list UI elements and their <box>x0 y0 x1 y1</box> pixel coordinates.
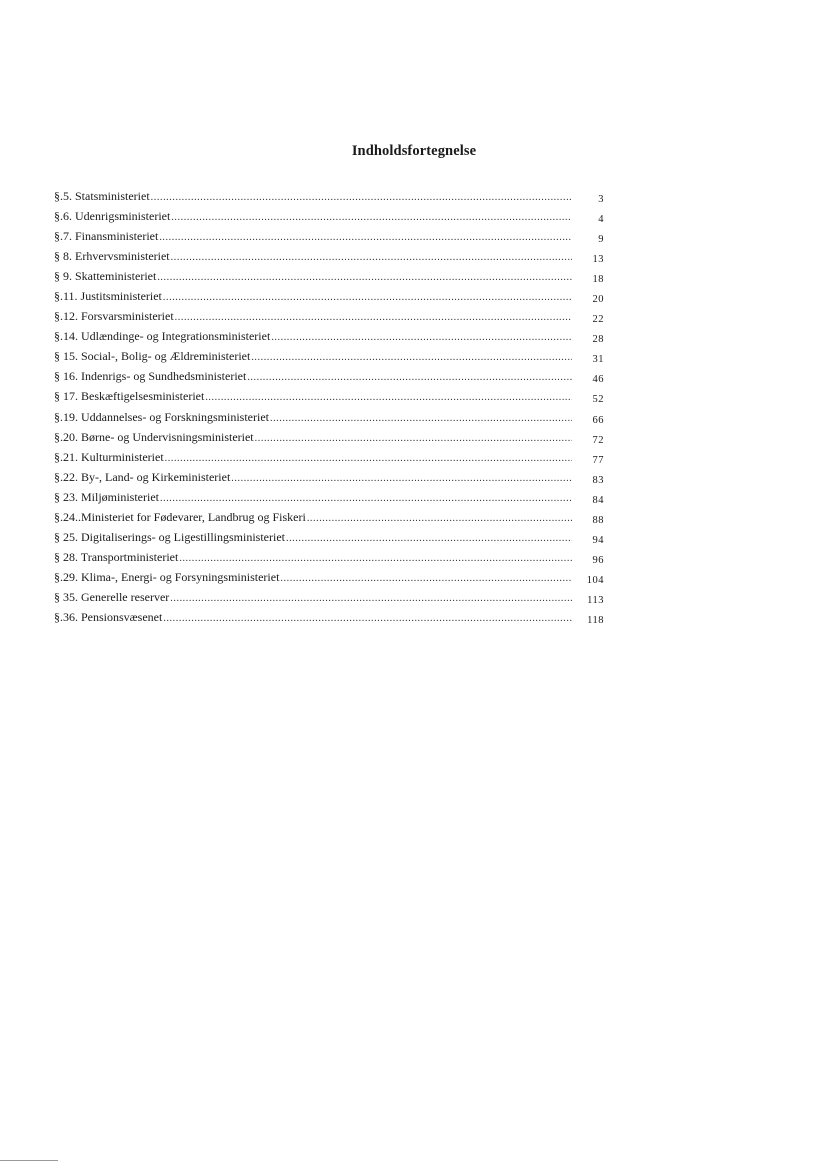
toc-entry-page: 66 <box>592 414 604 426</box>
toc-entry <box>54 346 604 366</box>
dot-leader <box>175 308 572 328</box>
toc-entry-label: § 25. Digitaliserings- og Ligestillingsministeriet <box>54 529 285 544</box>
dot-leader <box>255 429 572 449</box>
toc-entry-page: 94 <box>592 534 604 546</box>
toc-entry <box>54 266 604 286</box>
toc-entry-page: 104 <box>586 574 604 586</box>
toc-entry <box>54 246 604 266</box>
dot-leader <box>247 368 572 388</box>
toc-entry-page: 72 <box>592 434 604 446</box>
toc-entry-page: 118 <box>587 614 604 626</box>
toc-entry-label: §.6. Udenrigsministeriet <box>54 209 171 224</box>
toc-entry <box>54 226 604 246</box>
toc-entry <box>54 487 604 507</box>
toc-entry-page: 77 <box>592 454 604 466</box>
toc-entry-page: 31 <box>592 354 604 366</box>
toc-entry-page: 22 <box>592 314 604 326</box>
dot-leader <box>171 248 572 268</box>
toc-entry <box>54 507 604 527</box>
toc-entry-label: §.22. By-, Land- og Kirkeministeriet <box>54 469 231 484</box>
dot-leader <box>231 469 572 489</box>
dot-leader <box>165 449 572 469</box>
dot-leader <box>205 388 572 408</box>
toc-entry-page: 83 <box>592 474 604 486</box>
toc-entry-label: §.21. Kulturministeriet <box>54 449 164 464</box>
dot-leader <box>307 509 572 529</box>
toc-entry-page: 18 <box>592 274 604 286</box>
dot-leader <box>170 589 572 609</box>
toc-entry <box>54 427 604 447</box>
dot-leader <box>179 549 572 569</box>
toc-entry <box>54 587 604 607</box>
dot-leader <box>160 489 572 509</box>
toc-entry-label: §.24..Ministeriet for Fødevarer, Landbrug og Fiskeri <box>54 509 306 524</box>
dot-leader <box>157 268 572 288</box>
dot-leader <box>251 348 572 368</box>
toc-entry-page: 20 <box>592 294 604 306</box>
toc-entry <box>54 607 604 627</box>
toc-entry-label: § 28. Transportministeriet <box>54 549 179 564</box>
toc-entry-page: 46 <box>592 374 604 386</box>
toc-entry-page: 88 <box>592 514 604 526</box>
toc-entry-label: §.29. Klima-, Energi- og Forsyningsministeriet <box>54 569 280 584</box>
toc-entry-page: 52 <box>592 394 604 406</box>
toc-entry-label: §.14. Udlændinge- og Integrationsministeriet <box>54 329 271 344</box>
toc-entry-label: § 8. Erhvervsministeriet <box>54 249 170 264</box>
dot-leader <box>151 188 572 208</box>
toc-entry-page: 13 <box>592 254 604 266</box>
toc-entry-page: 9 <box>598 234 604 246</box>
toc-entry-label: § 16. Indenrigs- og Sundhedsministeriet <box>54 369 247 384</box>
toc-entry-label: §.5. Statsministeriet <box>54 189 150 203</box>
toc-entry-label: § 15. Social-, Bolig- og Ældreministeriet <box>54 349 251 364</box>
toc-entry-label: §.11. Justitsministeriet <box>54 289 162 304</box>
toc-entry-label: §.12. Forsvarsministeriet <box>54 309 174 324</box>
toc-entry <box>54 447 604 467</box>
toc-entry-label: §.7. Finansministeriet <box>54 229 159 244</box>
toc-entry-label: §.19. Uddannelses- og Forskningsministeriet <box>54 409 269 424</box>
dot-leader <box>286 529 572 549</box>
dot-leader <box>280 569 572 589</box>
toc-entry <box>54 386 604 406</box>
toc-entry <box>54 567 604 587</box>
dot-leader <box>163 609 572 629</box>
toc-entry-page: 4 <box>598 214 604 226</box>
toc-entry-label: § 35. Generelle reserver <box>54 589 170 604</box>
dot-leader <box>271 328 572 348</box>
toc-entry-label: §.36. Pensionsvæsenet <box>54 609 163 624</box>
toc-entry-label: §.20. Børne- og Undervisningsministeriet <box>54 429 254 444</box>
toc-entry <box>54 366 604 386</box>
toc-entry <box>54 547 604 567</box>
toc-entry-page: 84 <box>592 494 604 506</box>
toc-entry <box>54 186 604 206</box>
toc-entry-label: § 23. Miljøministeriet <box>54 489 159 504</box>
scan-edge-divider <box>0 1160 58 1161</box>
table-of-contents <box>54 186 604 627</box>
toc-entry-page: 96 <box>592 554 604 566</box>
dot-leader <box>159 228 572 248</box>
dot-leader <box>171 208 572 228</box>
toc-entry <box>54 326 604 346</box>
toc-entry <box>54 407 604 427</box>
toc-entry <box>54 206 604 226</box>
toc-entry-page: 3 <box>598 194 604 205</box>
page-title: Indholdsfortegnelse <box>351 143 477 159</box>
toc-entry-page: 28 <box>592 334 604 346</box>
toc-entry <box>54 306 604 326</box>
dot-leader <box>270 409 572 429</box>
toc-entry <box>54 527 604 547</box>
toc-entry <box>54 286 604 306</box>
toc-entry <box>54 467 604 487</box>
toc-entry-page: 113 <box>587 594 604 606</box>
toc-entry-label: § 17. Beskæftigelsesministeriet <box>54 389 205 404</box>
dot-leader <box>163 288 572 308</box>
toc-entry-label: § 9. Skatteministeriet <box>54 269 157 284</box>
